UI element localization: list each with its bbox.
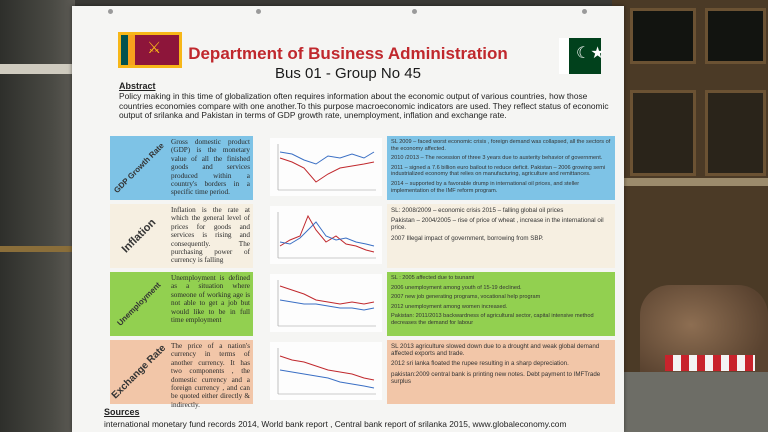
section-notes xyxy=(387,340,615,404)
section-label-bg xyxy=(110,272,168,336)
section-label: Exchange Rate xyxy=(109,342,169,402)
note-line: 2011 – signed a 7.6 billion euro bailout to reduce deficit. Pakistan – 2006 growing semi industrialized economy that relies on manufacturing, agriculture and remittances. xyxy=(391,164,606,178)
section-definition: Inflation is the rate at which the general level of prices for goods and services is rising and consequently. The purchasing power of currency is falling xyxy=(168,204,253,268)
window-pane xyxy=(705,90,766,176)
unemployment-mini-chart xyxy=(270,274,382,332)
section-notes xyxy=(387,136,615,200)
grommet xyxy=(582,9,587,14)
wall-rail-lower xyxy=(0,246,78,252)
section-inflation xyxy=(110,204,615,268)
note-line: SL : 2005 affected due to tsunami xyxy=(391,275,475,281)
section-label-bg xyxy=(110,136,168,200)
sources-text: international monetary fund records 2014, World bank report , Central bank report of srilanka 2015, www.globaleconomy.com xyxy=(104,419,567,429)
section-exchange-rate xyxy=(109,340,615,409)
sri-lanka-flag-icon: ⚔ xyxy=(118,32,182,68)
section-label: Inflation xyxy=(119,216,159,256)
wall-rail xyxy=(0,64,78,74)
gdp-mini-chart xyxy=(270,138,382,196)
window-pane xyxy=(630,90,696,176)
grommet xyxy=(256,9,261,14)
inflation-mini-chart xyxy=(270,206,382,264)
section-label-bg xyxy=(110,340,168,404)
section-label: Unemployment xyxy=(115,280,163,328)
pakistan-flag-icon: ☾★ xyxy=(559,38,601,74)
section-definition: The price of a nation's currency in terms of another currency. It has two components , the domestic currency and a foreign currency , and can be quoted either directly & indirectly. xyxy=(168,340,253,404)
note-line: SL: 2008/2009 – economic crisis 2015 – falling global oil prices xyxy=(391,207,564,214)
striped-cloth xyxy=(665,355,755,371)
note-line: Pakistan: 2011/2013 backwardness of agricultural sector, capital intensive method decreases the demand for labour xyxy=(391,313,594,326)
window-pane xyxy=(630,8,696,64)
section-gdp-growth xyxy=(110,136,615,200)
note-line: Pakistan – 2004/2005 – rise of price of wheat , increase in the international oil price. xyxy=(391,217,604,232)
section-unemployment xyxy=(110,272,615,336)
note-line: 2007 new job generating programs, vocational help program xyxy=(391,294,541,301)
exchange-rate-mini-chart xyxy=(270,342,382,400)
window-pane xyxy=(705,8,766,64)
note-line: 2014 – supported by a favorable drump in international oil prices, and steller implementation of the IMF reform program. xyxy=(391,180,580,194)
grommet xyxy=(412,9,417,14)
poster xyxy=(72,6,624,432)
abstract-text: Policy making in this time of globalization often requires information about the economic output of various countries, how those countries economies compare with one another.To this purpose macroeconomic indicators are used. They reflect status of economic output of srilanka and Pakistan in terms of GDP growth rate, unemployment, inflation and exchange rate. xyxy=(119,91,609,120)
grommet xyxy=(108,9,113,14)
abstract-heading: Abstract xyxy=(119,81,156,91)
note-line: SL 2009 – faced worst economic crisis , foreign demand was collapsed, all the sectors of the economy affected. xyxy=(391,139,611,152)
section-label: GDP Growth Rate xyxy=(112,141,166,195)
note-line: 2010 /2013 – The recession of three 3 years due to austerity behavior of government. xyxy=(391,155,603,162)
section-notes xyxy=(387,204,615,268)
note-line: 2007 Illegal impact of government, borrowing from SBP. xyxy=(391,234,544,242)
sources-heading: Sources xyxy=(104,407,140,417)
poster-title: Department of Business Administration xyxy=(188,44,508,63)
section-label-bg xyxy=(110,204,168,268)
note-line: 2012 sri lanka floated the rupee resulting in a sharp depreciation. xyxy=(391,360,569,368)
poster-subtitle: Bus 01 - Group No 45 xyxy=(275,65,421,82)
section-definition: Unemployment is defined as a situation where someone of working age is not able to get a job but would like to be in full time employment xyxy=(168,272,253,336)
note-line: 2012 unemployment among women increased. xyxy=(391,303,508,310)
section-definition: Gross domestic product (GDP) is the monetary value of all the finished goods and services produced within a country's borders in a specific time period. xyxy=(168,136,253,200)
note-line: 2006 unemployment among youth of 15-19 declined. xyxy=(391,284,522,291)
section-notes xyxy=(387,272,615,336)
note-line: SL 2013 agriculture slowed down due to a drought and weak global demand affected exports and trade. xyxy=(391,343,600,358)
window-sill xyxy=(612,178,768,186)
note-line: pakistan:2009 central bank is printing new notes. Debt payment to IMFTrade surplus xyxy=(391,370,601,385)
table xyxy=(612,372,768,432)
